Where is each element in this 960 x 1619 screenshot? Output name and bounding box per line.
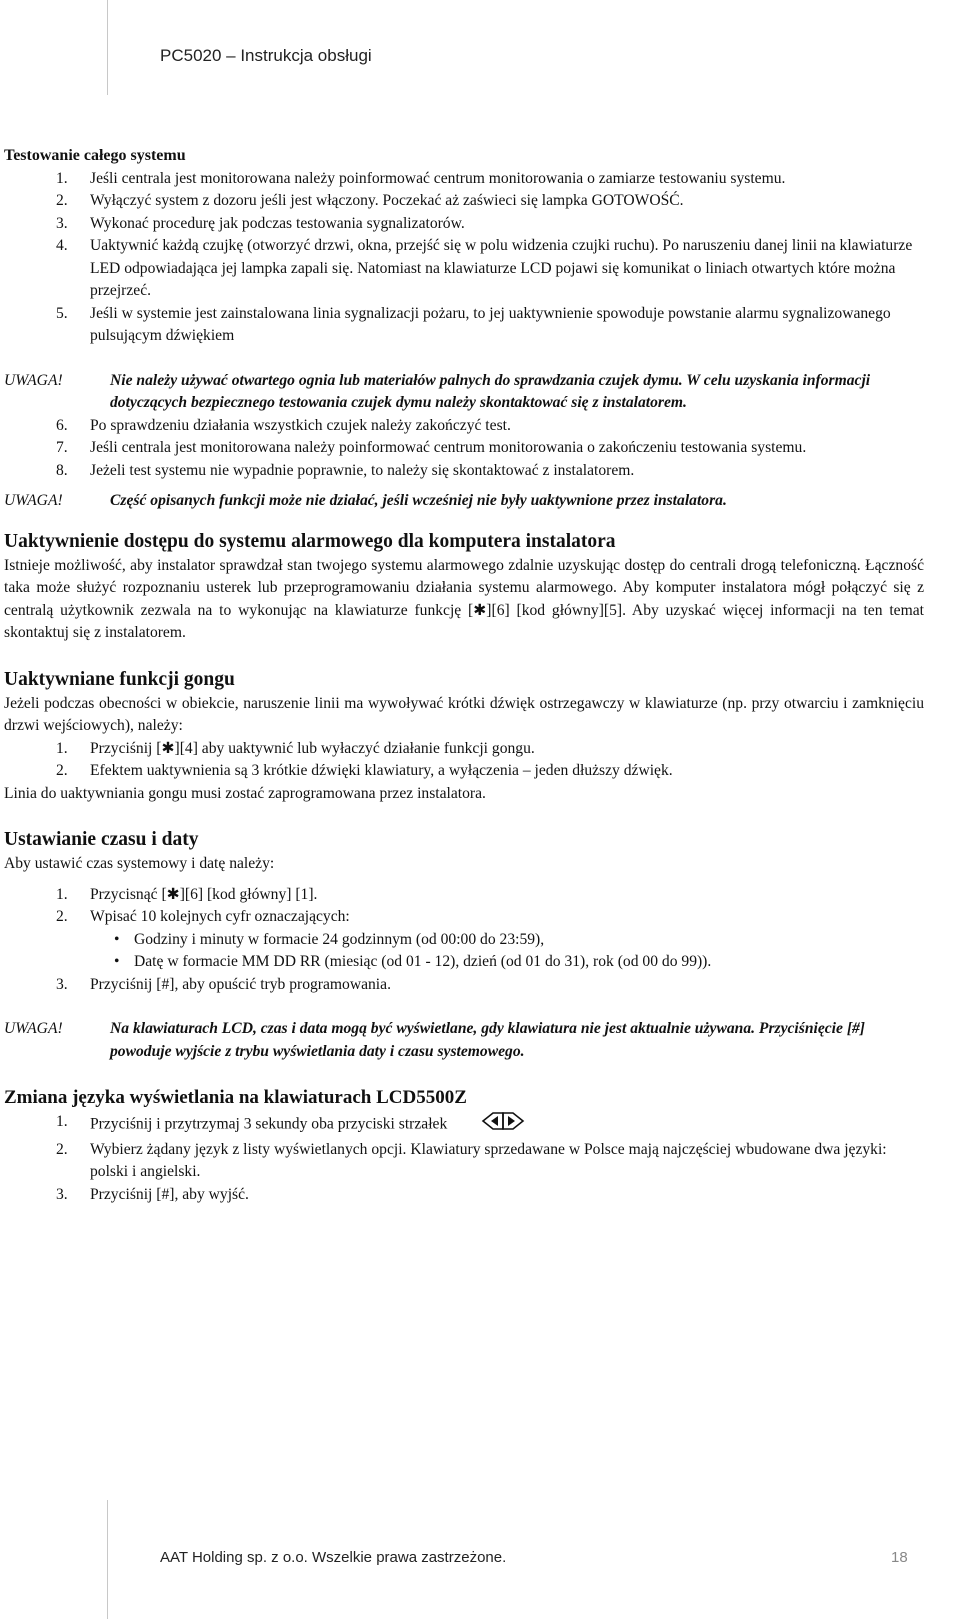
time-date-intro: Aby ustawić czas systemowy i datę należy: [4, 855, 275, 872]
header-divider [107, 0, 108, 95]
list-item: 1. Przycisnąć [✱][6] [kod główny] [1]. [56, 885, 318, 903]
bullet-icon: • [114, 930, 120, 948]
section-title-language: Zmiana języka wyświetlania na klawiaturach LCD5500Z [4, 1087, 467, 1108]
section-title-installer-access: Uaktywnienie dostępu do systemu alarmowego dla komputera instalatora [4, 530, 616, 552]
language-steps [4, 1111, 924, 1206]
list-item: 1. Przyciśnij i przytrzymaj 3 sekundy oba przyciski strzałek [4, 1111, 924, 1139]
section-title-system-test: Testowanie całego systemu [4, 147, 186, 164]
time-date-steps [4, 884, 924, 929]
arrow-keys-icon [481, 1111, 525, 1139]
time-date-steps-cont [4, 974, 924, 997]
list-item: 2. Efektem uaktywnienia są 3 krótkie dźwięki klawiatury, a wyłączenia – jeden dłuższy dźwięk. [56, 762, 673, 779]
system-test-steps-cont [4, 415, 924, 483]
list-item: 7. Jeśli centrala jest monitorowana należy poinformować centrum monitorowania o zakończeniu testowania systemu. [56, 439, 807, 456]
page-header-title: PC5020 – Instrukcja obsługi [160, 46, 372, 65]
list-item: 2. Wybierz żądany język z listy wyświetlanych opcji. Klawiatury sprzedawane w Polsce mają najczęściej wbudowane dwa języki: polski i angielski. [56, 1140, 887, 1180]
chime-steps [4, 738, 924, 783]
installer-access-paragraph: Istnieje możliwość, aby instalator sprawdzał stan twojego systemu alarmowego zdalnie uzyskując dostęp do centrali drogą telefoniczną. Łączność taka może służyć rozpoznaniu usterek lub przeprogramowaniu działania systemu alarmowego. Aby komputer instalatora mógł połączyć się z centralą użytkownik zezwala na to wykonując na klawiaturze funkcję [✱][6] [kod główny][5]. Aby uzyskać więcej informacji na ten temat skontaktuj się z instalatorem. [4, 556, 924, 641]
list-item: 6. Po sprawdzeniu działania wszystkich czujek należy zakończyć test. [56, 416, 511, 434]
bullet-icon: • [114, 953, 120, 970]
list-item: 4. Uaktywnić każdą czujkę (otworzyć drzwi, okna, przejść się w polu widzenia czujki ruchu). Po naruszeniu danej linii na klawiaturze LED odpowiadająca jej lampka zapali się. Natomiast na klawiaturze LCD pojawi się komunikat o liniach otwartych które można przejrzeć. [56, 237, 913, 299]
chime-note: Linia do uaktywniania gongu musi zostać zaprogramowana przez instalatora. [4, 784, 486, 802]
list-item: 5. Jeśli w systemie jest zainstalowana linia sygnalizacji pożaru, to jej uaktywnienie spowoduje powstanie alarmu sygnalizowanego pulsującym dźwiękiem [56, 304, 891, 344]
time-date-format-list [4, 929, 924, 974]
list-item: • Godziny i minuty w formacie 24 godzinnym (od 00:00 do 23:59), [4, 929, 924, 952]
system-test-steps [4, 168, 924, 348]
warning-lcd-time: UWAGA! Na klawiaturach LCD, czas i data mogą być wyświetlane, gdy klawiatura nie jest aktualnie używana. Przyciśnięcie [#] powoduje wyjście z trybu wyświetlania daty i czasu systemowego. [4, 1020, 866, 1060]
chime-intro: Jeżeli podczas obecności w obiekcie, naruszenie linii ma wywoływać krótki dźwięk ostrzegawczy w klawiaturze (np. przy otwarciu i zamknięciu drzwi wejściowych), należy: [4, 694, 924, 734]
list-item: 1. Jeśli centrala jest monitorowana należy poinformować centrum monitorowania o zamiarze testowaniu systemu. [56, 169, 786, 187]
list-item: 1. Przyciśnij [✱][4] aby uaktywnić lub wyłaczyć działanie funkcji gongu. [56, 739, 535, 757]
footer-copyright: AAT Holding sp. z o.o. Wszelkie prawa zastrzeżone. [160, 1549, 507, 1566]
list-item: • Datę w formacie MM DD RR (miesiąc (od 01 - 12), dzień (od 01 do 31), rok (od 00 do 99)). [4, 951, 924, 974]
list-item: 2. Wyłączyć system z dozoru jeśli jest włączony. Poczekać aż zaświeci się lampka GOTOWOŚĆ. [56, 192, 684, 209]
footer-divider [107, 1500, 108, 1619]
warning-smoke-detectors: UWAGA! Nie należy używać otwartego ognia lub materiałów palnych do sprawdzania czujek dymu. W celu uzyskania informacji dotyczących bezpiecznego testowania czujek dymu należy skontaktować się z instalatorem. [4, 371, 871, 411]
list-item: 2. Wpisać 10 kolejnych cyfr oznaczających: [56, 908, 350, 925]
warning-label: UWAGA! [4, 371, 63, 389]
list-item: 3. Przyciśnij [#], aby wyjść. [56, 1185, 249, 1203]
section-title-chime: Uaktywniane funkcji gongu [4, 668, 235, 690]
list-item: 3. Przyciśnij [#], aby opuścić tryb programowania. [56, 975, 391, 993]
warning-label: UWAGA! [4, 492, 63, 509]
warning-functions: UWAGA! Część opisanych funkcji może nie działać, jeśli wcześniej nie były uaktywnione przez instalatora. [4, 490, 924, 513]
page-number: 18 [891, 1549, 908, 1566]
document-body [4, 145, 924, 1206]
list-item: 8. Jeżeli test systemu nie wypadnie poprawnie, to należy się skontaktować z instalatorem. [56, 461, 635, 479]
section-title-time-date: Ustawianie czasu i daty [4, 829, 199, 850]
list-item: 3. Wykonać procedurę jak podczas testowania sygnalizatorów. [56, 214, 465, 232]
warning-label: UWAGA! [4, 1020, 63, 1037]
